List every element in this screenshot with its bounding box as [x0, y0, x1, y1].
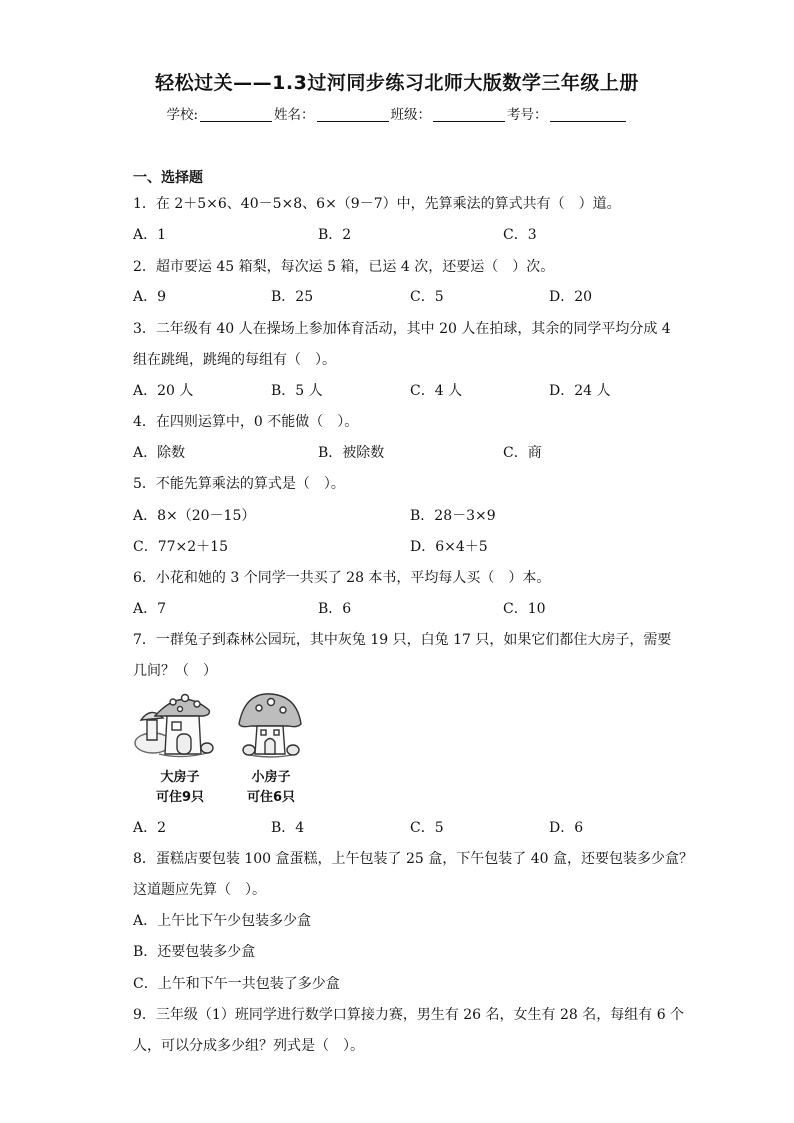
question-7-option-d: D．6 — [549, 820, 584, 836]
question-5-option-b: B．28－3×9 — [410, 508, 496, 524]
question-3-option-b: B．5 人 — [271, 383, 323, 399]
small-house-label: 小房子 — [251, 770, 291, 785]
question-5-option-a: A．8×（20－15） — [133, 508, 256, 524]
question-1-option-a: A．1 — [133, 227, 167, 243]
question-7-option-b: B．4 — [271, 820, 305, 836]
question-8-text-line-1: 8．蛋糕店要包装 100 盒蛋糕，上午包装了 25 盒，下午包装了 40 盒，还要包装多少盒？ — [133, 851, 693, 867]
question-4-option-b: B．被除数 — [318, 445, 385, 461]
question-9-text-line-1: 9．三年级（1）班同学进行数学口算接力赛，男生有 26 名，女生有 28 名，每组有 6 个 — [133, 1007, 685, 1023]
question-3-text-line-1: 3．二年级有 40 人在操场上参加体育活动，其中 20 人在拍球，其余的同学平均分成 4 — [133, 321, 671, 337]
small-house-capacity: 可住6只 — [246, 790, 296, 805]
question-8-option-c: C．上午和下午一共包装了多少盒 — [133, 976, 340, 992]
question-8-option-a: A．上午比下午少包装多少盒 — [133, 913, 312, 929]
question-2-text: 2．超市要运 45 箱梨，每次运 5 箱，已运 4 次，还要运（ ）次。 — [133, 259, 555, 275]
question-5-option-c: C．77×2＋15 — [133, 539, 228, 555]
question-6-option-b: B．6 — [318, 601, 352, 617]
class-label: 班级： — [390, 107, 432, 123]
school-blank — [200, 107, 272, 122]
question-7-option-c: C．5 — [410, 820, 444, 836]
question-7-option-a: A．2 — [133, 820, 167, 836]
exam-no-blank — [550, 107, 626, 122]
student-info-row — [0, 103, 794, 123]
question-4-text: 4．在四则运算中，0 不能做（ ）。 — [133, 414, 359, 430]
question-5-option-d: D．6×4＋5 — [410, 539, 488, 555]
question-6-option-a: A．7 — [133, 601, 167, 617]
question-2-option-c: C．5 — [410, 289, 444, 305]
question-2-option-d: D．20 — [549, 289, 593, 305]
question-4-option-a: A．除数 — [133, 445, 186, 461]
class-blank — [433, 107, 505, 122]
question-7-text-line-1: 7．一群兔子到森林公园玩，其中灰兔 19 只，白兔 17 只，如果它们都住大房子，需要 — [133, 632, 672, 648]
mushroom-houses-illustration — [133, 688, 313, 768]
question-9-text-line-2: 人，可以分成多少组？列式是（ ）。 — [133, 1038, 364, 1054]
name-label: 姓名： — [274, 107, 315, 123]
exam-no-label: 考号： — [507, 107, 548, 123]
question-1-option-c: C．3 — [503, 227, 537, 243]
question-6-option-c: C．10 — [503, 601, 546, 617]
question-7-text-line-2: 几间？（ ） — [133, 663, 217, 679]
school-label: 学校: — [166, 107, 199, 123]
section-title: 一、选择题 — [133, 170, 203, 186]
mushroom-houses-figure — [133, 688, 313, 803]
small-mushroom-house-icon — [239, 694, 301, 757]
name-blank — [317, 107, 389, 122]
question-6-text: 6．小花和她的 3 个同学一共买了 28 本书，平均每人买（ ）本。 — [133, 570, 551, 586]
question-4-option-c: C．商 — [503, 445, 542, 461]
page-title: 轻松过关——1.3过河同步练习北师大版数学三年级上册 — [155, 72, 639, 94]
question-8-text-line-2: 这道题应先算（ ）。 — [133, 882, 266, 898]
big-house-label: 大房子 — [160, 770, 200, 785]
big-house-capacity: 可住9只 — [155, 790, 205, 805]
question-8-option-b: B．还要包装多少盒 — [133, 944, 256, 960]
question-2-option-b: B．25 — [271, 289, 314, 305]
question-3-text-line-2: 组在跳绳，跳绳的每组有（ ）。 — [133, 352, 336, 368]
question-5-text: 5．不能先算乘法的算式是（ ）。 — [133, 476, 345, 492]
question-3-option-d: D．24 人 — [549, 383, 611, 399]
question-3-option-a: A．20 人 — [133, 383, 194, 399]
question-1-option-b: B．2 — [318, 227, 352, 243]
big-mushroom-house-icon — [135, 695, 213, 757]
question-3-option-c: C．4 人 — [410, 383, 463, 399]
question-1-text: 1．在 2＋5×6、40－5×8、6×（9－7）中，先算乘法的算式共有（ ）道。 — [133, 196, 621, 212]
question-2-option-a: A．9 — [133, 289, 167, 305]
